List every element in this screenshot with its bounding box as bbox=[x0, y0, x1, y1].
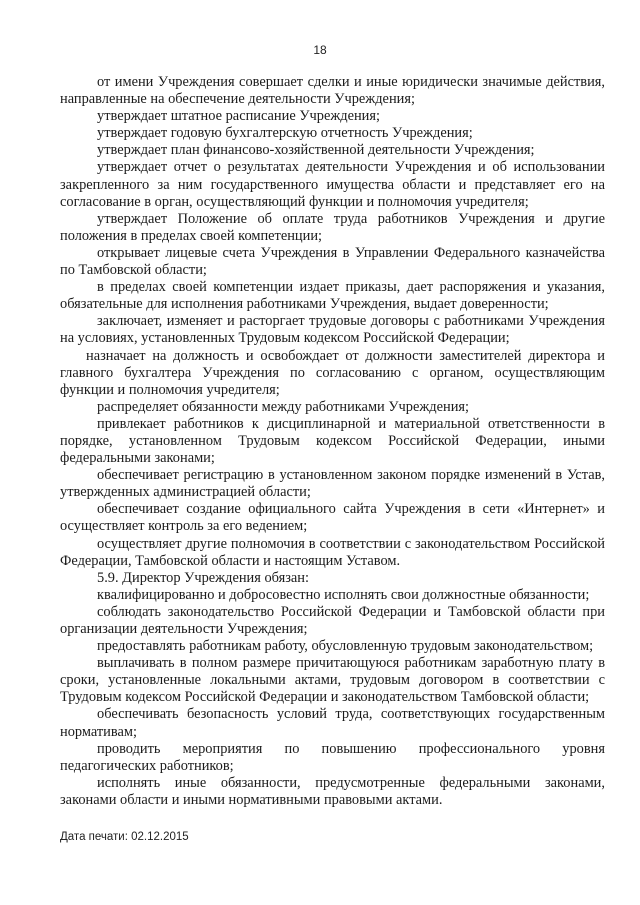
paragraph: выплачивать в полном размере причитающуюся работникам заработную плату в сроки, установленные локальными актами, трудовым договором в соответствии с Трудовым кодексом Российской Федерации и законодательством Тамбовской области; bbox=[60, 655, 605, 706]
paragraph: утверждает штатное расписание Учреждения; bbox=[97, 108, 380, 125]
paragraph: квалифицированно и добросовестно исполнять свои должностные обязанности; bbox=[97, 586, 590, 603]
paragraph: утверждает план финансово-хозяйственной деятельности Учреждения; bbox=[97, 142, 535, 159]
paragraph: осуществляет другие полномочия в соответствии с законодательством Российской Федерации, Тамбовской области и настоящим Уставом. bbox=[60, 535, 605, 569]
paragraph: назначает на должность и освобождает от должности заместителей директора и главного бухгалтера Учреждения по согласованию с органом, осуществляющим функции и полномочия учредителя; bbox=[60, 347, 605, 398]
paragraph: утверждает Положение об оплате труда работников Учреждения и другие положения в пределах своей компетенции; bbox=[60, 210, 605, 244]
paragraph: от имени Учреждения совершает сделки и иные юридически значимые действия, направленные на обеспечение деятельности Учреждения; bbox=[60, 74, 605, 108]
paragraph: обеспечивать безопасность условий труда, соответствующих государственным нормативам; bbox=[60, 706, 605, 740]
paragraph: обеспечивает создание официального сайта Учреждения в сети «Интернет» и осуществляет контроль за его ведением; bbox=[60, 501, 605, 535]
document-body bbox=[60, 74, 605, 809]
paragraph: заключает, изменяет и расторгает трудовые договоры с работниками Учреждения на условиях, установленных Трудовым кодексом Российской Федерации; bbox=[60, 313, 605, 347]
paragraph: распределяет обязанности между работниками Учреждения; bbox=[97, 398, 470, 415]
paragraph: утверждает годовую бухгалтерскую отчетность Учреждения; bbox=[97, 125, 473, 142]
paragraph: исполнять иные обязанности, предусмотренные федеральными законами, законами области и иными нормативными правовыми актами. bbox=[60, 774, 605, 808]
paragraph: проводить мероприятия по повышению профессионального уровня педагогических работников; bbox=[60, 740, 605, 774]
paragraph: предоставлять работникам работу, обусловленную трудовым законодательством; bbox=[97, 638, 594, 655]
paragraph: в пределах своей компетенции издает приказы, дает распоряжения и указания, обязательные для исполнения работниками Учреждения, выдает доверенности; bbox=[60, 279, 605, 313]
section-heading: 5.9. Директор Учреждения обязан: bbox=[97, 569, 310, 586]
paragraph: привлекает работников к дисциплинарной и материальной ответственности в порядке, установленном Трудовым кодексом Российской Федерации, иными федеральными законами; bbox=[60, 415, 605, 467]
paragraph: открывает лицевые счета Учреждения в Управлении Федерального казначейства по Тамбовской области; bbox=[60, 244, 605, 279]
paragraph: соблюдать законодательство Российской Федерации и Тамбовской области при организации деятельности Учреждения; bbox=[60, 603, 605, 637]
paragraph: утверждает отчет о результатах деятельности Учреждения и об использовании закрепленного за ним государственного имущества области и представляет его на согласование в орган, осуществляющий функции и полномочия учредителя; bbox=[60, 159, 605, 210]
print-date: Дата печати: 02.12.2015 bbox=[60, 831, 189, 843]
paragraph: обеспечивает регистрацию в установленном законом порядке изменений в Устав, утвержденных администрацией области; bbox=[60, 467, 605, 501]
page-number: 18 bbox=[313, 43, 327, 57]
